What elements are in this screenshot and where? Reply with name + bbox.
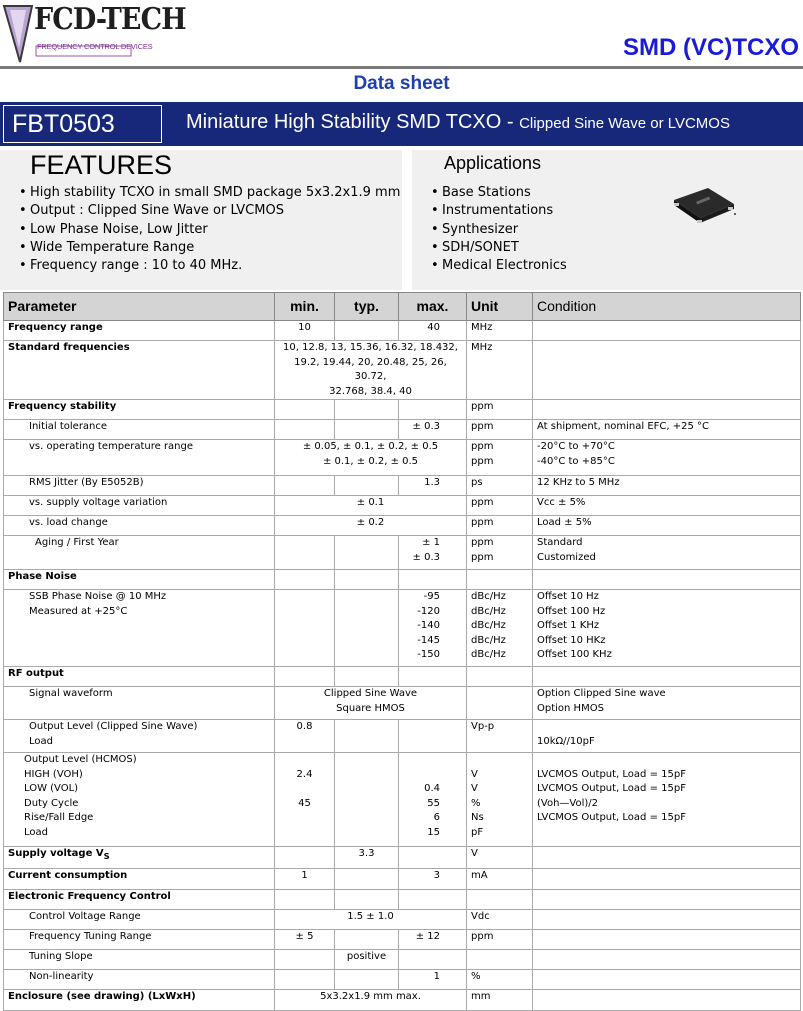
feature-item: • High stability TCXO in small SMD package 5x3.2x1.9 mm (19, 184, 400, 202)
param-label: Output Level (HCMOS) HIGH (VOH) LOW (VOL) Duty Cycle Rise/Fall Edge Load (24, 754, 137, 838)
condition-cell: -20°C to +70°C -40°C to +85°C (533, 440, 801, 476)
product-subtitle (186, 111, 730, 134)
condition-cell (533, 847, 801, 869)
table-row (4, 536, 801, 570)
condition-cell: Vcc ± 5% (533, 496, 801, 516)
value-span-cell: ± 0.1 (275, 496, 467, 516)
condition-cell (533, 970, 801, 990)
condition-cell (533, 910, 801, 930)
table-row (4, 890, 801, 910)
col-header-condition: Condition (533, 293, 801, 321)
typ-cell (335, 536, 399, 570)
max-cell: 0.4 55 6 15 (399, 753, 467, 847)
application-item: • Instrumentations (431, 202, 567, 220)
max-cell (399, 847, 467, 869)
table-row (4, 590, 801, 667)
unit-cell: ppm (467, 496, 533, 516)
condition-cell: Load ± 5% (533, 516, 801, 536)
param-cell (4, 667, 275, 687)
max-cell: 40 (399, 321, 467, 341)
typ-cell: positive (335, 950, 399, 970)
condition-cell: 12 KHz to 5 MHz (533, 476, 801, 496)
unit-cell: MHz (467, 321, 533, 341)
max-cell: 1 (399, 970, 467, 990)
param-label: Phase Noise (8, 571, 77, 582)
typ-cell (335, 321, 399, 341)
table-row (4, 476, 801, 496)
unit-cell: ppm (467, 420, 533, 440)
value-span-cell: 1.5 ± 1.0 (275, 910, 467, 930)
min-cell (275, 970, 335, 990)
application-item: • Synthesizer (431, 221, 567, 239)
condition-cell (533, 321, 801, 341)
param-label: vs. load change (29, 517, 108, 528)
table-row (4, 516, 801, 536)
condition-cell: At shipment, nominal EFC, +25 °C (533, 420, 801, 440)
condition-cell: 10kΩ//10pF (533, 720, 801, 753)
table-row (4, 687, 801, 720)
min-cell: ± 5 (275, 930, 335, 950)
param-label: Electronic Frequency Control (8, 891, 171, 902)
unit-cell: ppm ppm (467, 440, 533, 476)
typ-cell (335, 420, 399, 440)
unit-cell: V (467, 847, 533, 869)
param-cell (4, 687, 275, 720)
unit-cell: ppm (467, 516, 533, 536)
typ-cell (335, 869, 399, 890)
max-cell: ± 1 ± 0.3 (399, 536, 467, 570)
condition-cell: Option Clipped Sine wave Option HMOS (533, 687, 801, 720)
unit-cell: mA (467, 869, 533, 890)
table-row (4, 910, 801, 930)
table-row (4, 847, 801, 869)
param-label: Aging / First Year (35, 537, 119, 548)
condition-cell (533, 667, 801, 687)
condition-cell (533, 930, 801, 950)
min-cell: 0.8 (275, 720, 335, 753)
unit-cell: Vdc (467, 910, 533, 930)
param-cell (4, 950, 275, 970)
min-cell (275, 420, 335, 440)
param-cell (4, 400, 275, 420)
table-body (4, 321, 801, 1011)
condition-cell: Standard Customized (533, 536, 801, 570)
min-cell (275, 476, 335, 496)
table-row (4, 667, 801, 687)
condition-cell (533, 890, 801, 910)
value-span-cell: ± 0.2 (275, 516, 467, 536)
col-header-min: min. (275, 293, 335, 321)
unit-cell: dBc/Hz dBc/Hz dBc/Hz dBc/Hz dBc/Hz (467, 590, 533, 667)
unit-cell (467, 890, 533, 910)
param-cell (4, 590, 275, 667)
application-item: • Base Stations (431, 184, 567, 202)
min-cell: 1 (275, 869, 335, 890)
max-cell: 1.3 (399, 476, 467, 496)
table-row (4, 440, 801, 476)
typ-cell (335, 400, 399, 420)
min-cell (275, 590, 335, 667)
unit-cell: ppm (467, 930, 533, 950)
unit-cell (467, 687, 533, 720)
param-label: vs. operating temperature range (29, 441, 194, 452)
param-label: Enclosure (see drawing) (LxWxH) (8, 991, 196, 1002)
value-span-cell: Clipped Sine Wave Square HMOS (275, 687, 467, 720)
param-label: SSB Phase Noise @ 10 MHz Measured at +25°C (29, 591, 167, 617)
table-row (4, 970, 801, 990)
product-type-heading: SMD (VC)TCXO (623, 34, 799, 61)
param-label: Output Level (Clipped Sine Wave) Load (29, 721, 198, 747)
param-subscript: S (103, 851, 110, 861)
table-row (4, 753, 801, 847)
param-cell (4, 970, 275, 990)
table-row (4, 420, 801, 440)
param-cell (4, 847, 275, 869)
header-divider (0, 66, 803, 69)
param-cell (4, 890, 275, 910)
min-cell (275, 890, 335, 910)
features-list (19, 184, 400, 275)
typ-cell (335, 930, 399, 950)
unit-cell: MHz (467, 341, 533, 400)
min-cell (275, 400, 335, 420)
feature-item: • Output : Clipped Sine Wave or LVCMOS (19, 202, 400, 220)
unit-cell: mm (467, 990, 533, 1011)
param-cell (4, 321, 275, 341)
chip-image (668, 186, 740, 226)
document-type-heading: Data sheet (353, 73, 450, 94)
param-cell (4, 910, 275, 930)
application-item: • Medical Electronics (431, 257, 567, 275)
part-number: FBT0503 (3, 105, 162, 143)
param-label: RMS Jitter (By E5052B) (29, 477, 144, 488)
condition-cell (533, 990, 801, 1011)
max-cell (399, 890, 467, 910)
unit-cell: ps (467, 476, 533, 496)
param-label: Initial tolerance (29, 421, 108, 432)
unit-cell: Vp-p (467, 720, 533, 753)
feature-item: • Frequency range : 10 to 40 MHz. (19, 257, 400, 275)
param-cell (4, 720, 275, 753)
condition-cell: Offset 10 Hz Offset 100 Hz Offset 1 KHz Offset 10 HKz Offset 100 KHz (533, 590, 801, 667)
condition-cell (533, 400, 801, 420)
unit-cell: % (467, 970, 533, 990)
condition-cell (533, 869, 801, 890)
max-cell (399, 720, 467, 753)
applications-list (431, 184, 567, 275)
value-span-cell: ± 0.05, ± 0.1, ± 0.2, ± 0.5 ± 0.1, ± 0.2, ± 0.5 (275, 440, 467, 476)
condition-cell (533, 570, 801, 590)
unit-cell (467, 950, 533, 970)
typ-cell (335, 890, 399, 910)
max-cell (399, 570, 467, 590)
condition-cell (533, 341, 801, 400)
param-cell (4, 990, 275, 1011)
param-cell (4, 341, 275, 400)
param-cell (4, 420, 275, 440)
param-label: Signal waveform (29, 688, 113, 699)
param-label: Frequency stability (8, 401, 117, 412)
table-row (4, 930, 801, 950)
min-cell (275, 847, 335, 869)
application-item: • SDH/SONET (431, 239, 567, 257)
table-row (4, 950, 801, 970)
param-cell (4, 476, 275, 496)
param-label: Control Voltage Range (29, 911, 141, 922)
param-label: Standard frequencies (8, 342, 130, 353)
applications-heading: Applications (444, 153, 542, 173)
param-label: vs. supply voltage variation (29, 497, 168, 508)
condition-cell: LVCMOS Output, Load = 15pF LVCMOS Output, Load = 15pF (Voh—Vol)/2 LVCMOS Output, Load = 15pF (533, 753, 801, 847)
typ-cell (335, 570, 399, 590)
min-cell (275, 536, 335, 570)
logo-tagline: FREQUENCY CONTROL DEVICES (37, 42, 153, 51)
typ-cell (335, 720, 399, 753)
typ-cell (335, 753, 399, 847)
param-cell (4, 869, 275, 890)
table-row (4, 496, 801, 516)
param-cell (4, 496, 275, 516)
table-row (4, 869, 801, 890)
subtitle-main: Miniature High Stability SMD TCXO - (186, 111, 514, 133)
col-header-typ: typ. (335, 293, 399, 321)
param-label: Frequency Tuning Range (29, 931, 152, 942)
max-cell (399, 667, 467, 687)
table-row (4, 570, 801, 590)
typ-cell: 3.3 (335, 847, 399, 869)
col-header-unit: Unit (467, 293, 533, 321)
param-label: Non-linearity (29, 971, 94, 982)
specifications-table (3, 292, 801, 1011)
max-cell: ± 0.3 (399, 420, 467, 440)
logo-wordmark: FCD-TECH (34, 2, 186, 37)
typ-cell (335, 667, 399, 687)
max-cell: -95 -120 -140 -145 -150 (399, 590, 467, 667)
table-row (4, 720, 801, 753)
col-header-max: max. (399, 293, 467, 321)
typ-cell (335, 476, 399, 496)
param-label: Current consumption (8, 870, 128, 881)
feature-item: • Wide Temperature Range (19, 239, 400, 257)
unit-cell: ppm ppm (467, 536, 533, 570)
typ-cell (335, 970, 399, 990)
param-label: RF output (8, 668, 64, 679)
max-cell (399, 400, 467, 420)
min-cell (275, 570, 335, 590)
param-cell (4, 753, 275, 847)
features-heading: FEATURES (30, 150, 173, 180)
condition-cell (533, 950, 801, 970)
param-cell (4, 570, 275, 590)
unit-cell (467, 667, 533, 687)
unit-cell (467, 570, 533, 590)
min-cell: 10 (275, 321, 335, 341)
value-span-cell: 10, 12.8, 13, 15.36, 16.32, 18.432, 19.2, 19.44, 20, 20.48, 25, 26, 30.72, 32.768, 38.4, 40 (275, 341, 467, 400)
max-cell (399, 950, 467, 970)
typ-cell (335, 590, 399, 667)
col-header-parameter: Parameter (4, 293, 275, 321)
min-cell: 2.4 45 (275, 753, 335, 847)
min-cell (275, 950, 335, 970)
feature-item: • Low Phase Noise, Low Jitter (19, 221, 400, 239)
table-row (4, 400, 801, 420)
max-cell: ± 12 (399, 930, 467, 950)
param-label: Frequency range (8, 322, 103, 333)
unit-cell: V V % Ns pF (467, 753, 533, 847)
max-cell: 3 (399, 869, 467, 890)
param-cell (4, 516, 275, 536)
param-cell (4, 536, 275, 570)
param-label: Supply voltage V (8, 848, 104, 859)
subtitle-output-types: Clipped Sine Wave or LVCMOS (519, 115, 730, 132)
param-label: Tuning Slope (29, 951, 93, 962)
table-header-row (4, 293, 801, 321)
param-cell (4, 930, 275, 950)
unit-cell: ppm (467, 400, 533, 420)
value-span-cell: 5x3.2x1.9 mm max. (275, 990, 467, 1011)
param-cell (4, 440, 275, 476)
table-row (4, 990, 801, 1011)
table-row (4, 321, 801, 341)
table-row (4, 341, 801, 400)
min-cell (275, 667, 335, 687)
